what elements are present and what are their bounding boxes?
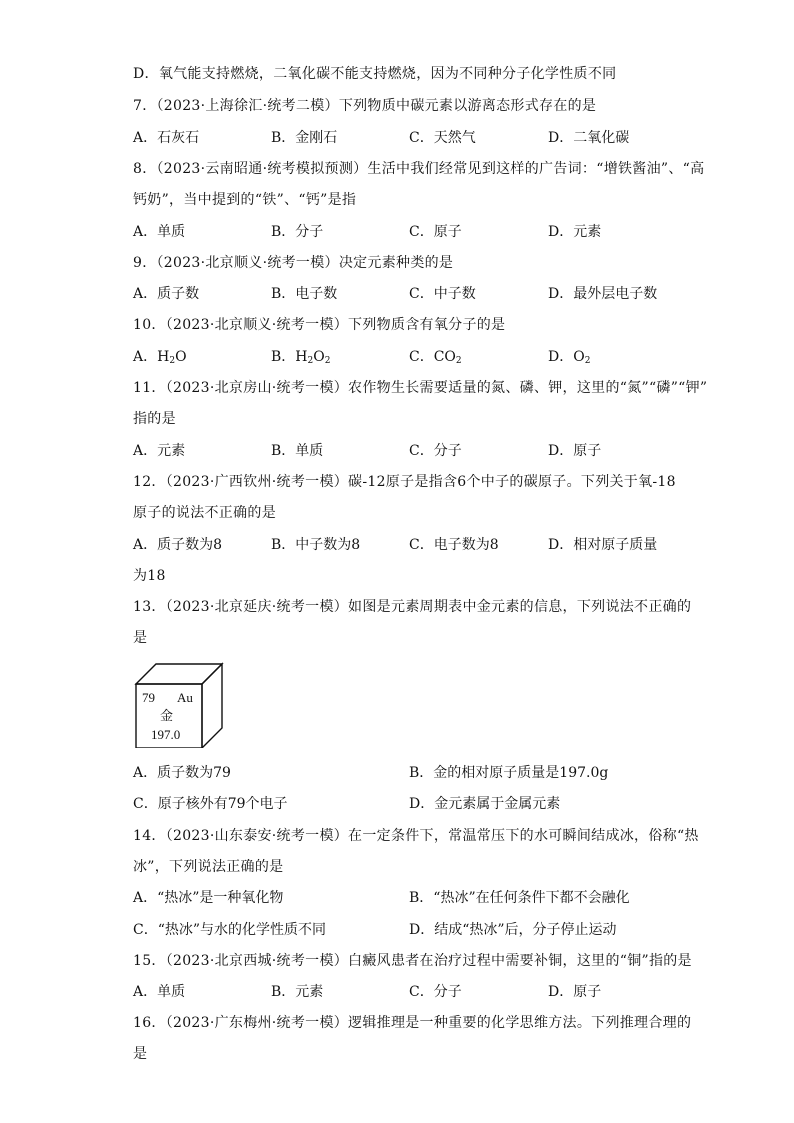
q15-option-c: C．分子: [409, 984, 462, 1000]
q14-option-d: D．结成“热冰”后，分子停止运动: [409, 922, 617, 938]
q6-option-d: D．氧气能支持燃烧，二氧化碳不能支持燃烧，因为不同种分子化学性质不同: [133, 66, 617, 82]
q10-a-prefix: A．H: [133, 349, 170, 365]
q11-option-b: B．单质: [271, 443, 324, 459]
q10-option-a: [133, 347, 187, 367]
q7-option-a: A．石灰石: [133, 130, 200, 146]
q15-option-b: B．元素: [271, 984, 324, 1000]
q10-option-c: [409, 347, 462, 367]
q10-b-prefix: B．H: [271, 349, 308, 365]
q12-option-b: B．中子数为8: [271, 537, 361, 553]
q11-option-c: C．分子: [409, 443, 462, 459]
q12-option-c: C．电子数为8: [409, 537, 499, 553]
q10-a-suffix: O: [175, 349, 187, 365]
q11-option-d: D．原子: [548, 443, 602, 459]
q8-option-d: D．元素: [548, 224, 602, 240]
q7-option-b: B．金刚石: [271, 130, 338, 146]
element-atomic-number: 79: [142, 690, 155, 705]
q10-a-subscript: 2: [169, 356, 176, 366]
q9-stem: 9．（2023·北京顺义·统考一模）决定元素种类的是: [133, 255, 454, 271]
q12-option-d-wrap: 为18: [133, 568, 166, 584]
q13-stem-line1: 13．（2023·北京延庆·统考一模）如图是元素周期表中金元素的信息，下列说法不正确的: [133, 599, 692, 615]
q10-option-d: [548, 347, 590, 367]
q7-stem: 7．（2023·上海徐汇·统考二模）下列物质中碳元素以游离态形式存在的是: [133, 98, 597, 114]
q15-stem: 15．（2023·北京西城·统考一模）白癜风患者在治疗过程中需要补铜，这里的“铜”指的是: [133, 953, 692, 969]
q10-b-mid: O: [313, 349, 325, 365]
q14-stem-line2: 冰”，下列说法正确的是: [133, 859, 284, 875]
q12-option-d: D．相对原子质量: [548, 537, 658, 553]
q16-stem-line2: 是: [133, 1046, 148, 1062]
q7-option-d: D．二氧化碳: [548, 130, 630, 146]
q10-c-subscript: 2: [455, 356, 462, 366]
q13-option-a: A．质子数为79: [133, 765, 231, 781]
q14-stem-line1: 14．（2023·山东泰安·统考一模）在一定条件下，常温常压下的水可瞬间结成冰，俗称“热: [133, 828, 699, 844]
q14-option-c: C．“热冰”与水的化学性质不同: [133, 922, 327, 938]
q10-d-subscript: 2: [584, 356, 591, 366]
q11-stem-line1: 11．（2023·北京房山·统考一模）农作物生长需要适量的氮、磷、钾，这里的“氮”“磷”“钾”: [133, 380, 708, 396]
element-symbol: Au: [177, 690, 193, 705]
q9-option-a: A．质子数: [133, 286, 200, 302]
q11-stem-line2: 指的是: [133, 411, 176, 427]
element-atomic-mass: 197.0: [151, 727, 181, 742]
q13-stem-line2: 是: [133, 630, 148, 646]
q8-option-a: A．单质: [133, 224, 186, 240]
q11-option-a: A．元素: [133, 443, 186, 459]
q9-option-c: C．中子数: [409, 286, 476, 302]
q10-c-prefix: C．CO: [409, 349, 456, 365]
q10-option-b: [271, 347, 330, 367]
q7-option-c: C．天然气: [409, 130, 476, 146]
q13-option-d: D．金元素属于金属元素: [409, 796, 561, 812]
q15-option-d: D．原子: [548, 984, 602, 1000]
q9-option-b: B．电子数: [271, 286, 338, 302]
q8-stem-line1: 8．（2023·云南昭通·统考模拟预测）生活中我们经常见到这样的广告词：“增铁酱油”、“高: [133, 161, 705, 177]
q15-option-a: A．单质: [133, 984, 186, 1000]
q12-option-a: A．质子数为8: [133, 537, 223, 553]
gold-element-card: [134, 662, 224, 748]
q8-option-b: B．分子: [271, 224, 324, 240]
q10-b-subscript-2: 2: [324, 356, 331, 366]
q10-d-prefix: D．O: [548, 349, 585, 365]
element-name: 金: [160, 708, 174, 723]
q12-stem-line1: 12．（2023·广西钦州·统考一模）碳-12原子是指含6个中子的碳原子。下列关于氧-18: [133, 474, 676, 490]
q12-stem-line2: 原子的说法不正确的是: [133, 505, 276, 521]
q13-option-c: C．原子核外有79个电子: [133, 796, 288, 812]
q9-option-d: D．最外层电子数: [548, 286, 658, 302]
q16-stem-line1: 16．（2023·广东梅州·统考一模）逻辑推理是一种重要的化学思维方法。下列推理合理的: [133, 1015, 692, 1031]
q14-option-a: A．“热冰”是一种氧化物: [133, 890, 284, 906]
q13-option-b: B．金的相对原子质量是197.0g: [409, 765, 609, 781]
q8-stem-line2: 钙奶”，当中提到的“铁”、“钙”是指: [133, 192, 357, 208]
q8-option-c: C．原子: [409, 224, 462, 240]
q14-option-b: B．“热冰”在任何条件下都不会融化: [409, 890, 630, 906]
q10-b-subscript-1: 2: [307, 356, 314, 366]
q10-stem: 10．（2023·北京顺义·统考一模）下列物质含有氧分子的是: [133, 317, 506, 333]
